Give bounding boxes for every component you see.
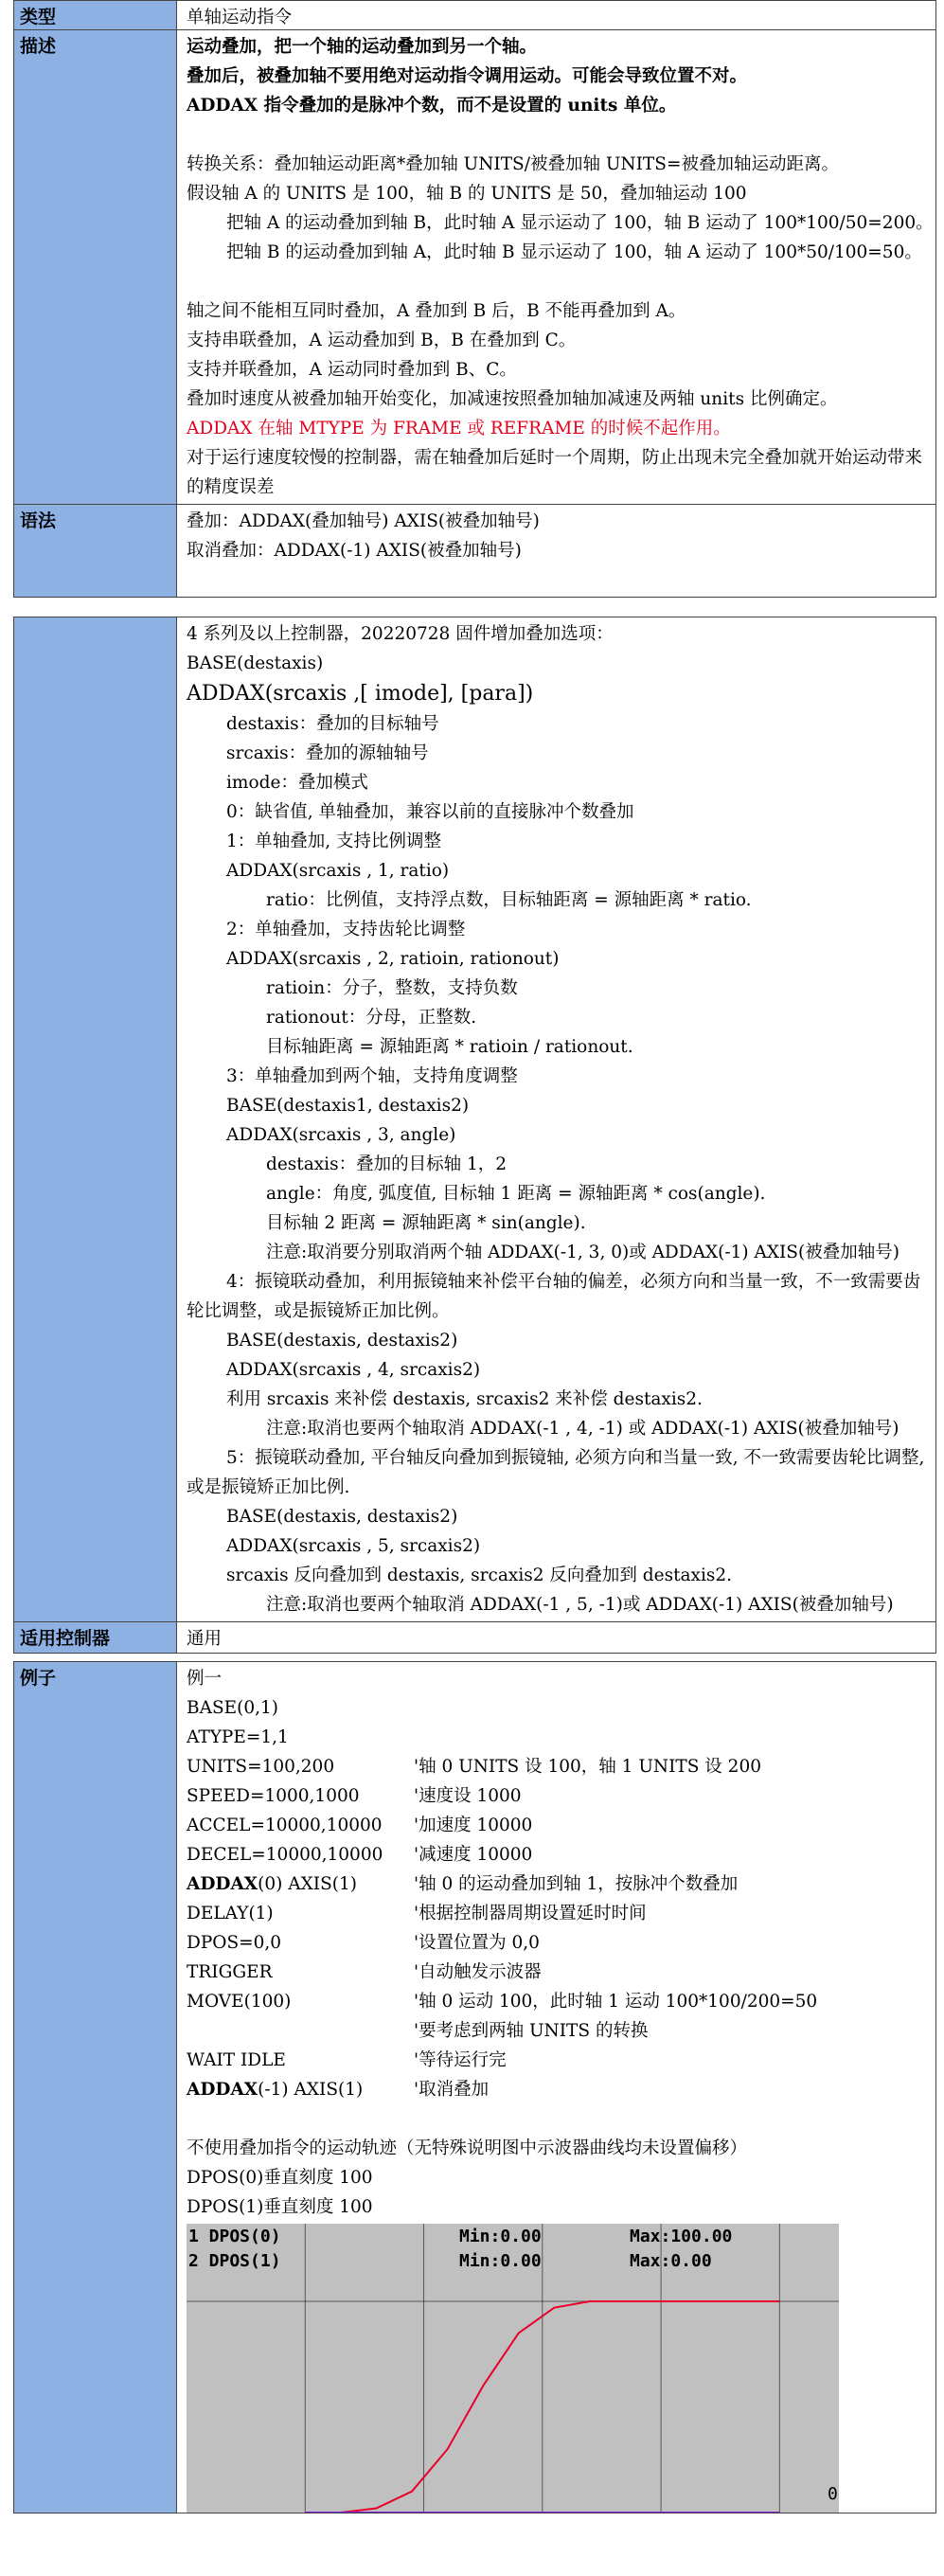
code-statement: DPOS=0,0 (187, 1933, 282, 1953)
text-line: 对于运行速度较慢的控制器，需在轴叠加后延时一个周期，防止出现未完全叠加就开始运动带来的精度误差 (187, 448, 923, 497)
text-line: BASE(destaxis) (187, 653, 324, 673)
code-comment: '取消叠加 (414, 2080, 490, 2100)
row-label: 例子 (14, 1662, 177, 2513)
row-label: 适用控制器 (14, 1622, 177, 1653)
code-line (187, 1987, 928, 2016)
scale-dpos1: DPOS(1)垂直刻度 100 (187, 2197, 373, 2217)
code-comment: '速度设 1000 (414, 1786, 522, 1806)
text-line: 利用 srcaxis 来补偿 destaxis, srcaxis2 来补偿 destaxis2. (226, 1389, 703, 1409)
text-line: 3：单轴叠加到两个轴，支持角度调整 (226, 1066, 518, 1086)
text-line: ADDAX(srcaxis , 2, ratioin, rationout) (226, 949, 560, 969)
text-line: 叠加时速度从被叠加轴开始变化，加减速按照叠加轴加减速及两轴 units 比例确定。 (187, 389, 838, 409)
code-comment: '自动触发示波器 (414, 1962, 542, 1982)
text-line: 注意:取消要分别取消两个轴 ADDAX(-1, 3, 0)或 ADDAX(-1) AXIS(被叠加轴号) (266, 1243, 899, 1262)
text-line: rationout：分母，正整数. (266, 1008, 477, 1028)
text-line: 假设轴 A 的 UNITS 是 100，轴 B 的 UNITS 是 50，叠加轴运动 100 (187, 184, 747, 204)
text-line: 目标轴距离 = 源轴距离 * ratioin / rationout. (266, 1037, 633, 1057)
text-line: imode：叠加模式 (226, 773, 368, 793)
example-content (177, 1662, 935, 2536)
row-value (177, 1, 935, 29)
row-syntax (13, 505, 936, 598)
text-line: ADDAX(srcaxis , 5, srcaxis2) (226, 1536, 481, 1556)
code-line (187, 2075, 928, 2104)
text-line: BASE(destaxis, destaxis2) (226, 1507, 458, 1527)
code-line (187, 1869, 928, 1899)
text-line: 4：振镜联动叠加，利用振镜轴来补偿平台轴的偏差，必须方向和当量一致，不一致需要齿轮比调整，或是振镜矫正加比例。 (187, 1272, 921, 1321)
text-line: ADDAX(srcaxis , 1, ratio) (226, 861, 450, 881)
text-line: ratioin：分子，整数，支持负数 (266, 978, 518, 998)
text-line: angle：角度, 弧度值, 目标轴 1 距离 = 源轴距离 * cos(angle). (266, 1184, 766, 1204)
legend-label-2: 2 DPOS(1) (188, 2251, 281, 2271)
right-axis-label: 0 (828, 2484, 838, 2504)
code-line (187, 1899, 928, 1928)
code-statement: DECEL=10000,10000 (187, 1845, 383, 1865)
document (13, 0, 936, 2536)
code-keyword: ADDAX (187, 2080, 258, 2100)
type-value: 单轴运动指令 (187, 8, 293, 27)
code-line (187, 1840, 928, 1869)
row-controller (13, 1622, 936, 1654)
code-statement: UNITS=100,200 (187, 1757, 335, 1777)
row-label: 描述 (14, 30, 177, 504)
text-line: 叠加后，被叠加轴不要用绝对运动指令调用运动。可能会导致位置不对。 (187, 66, 748, 86)
text-line: BASE(destaxis1, destaxis2) (226, 1096, 470, 1116)
spacer (187, 2104, 928, 2134)
code-statement: BASE(0,1) (187, 1698, 278, 1718)
text-line: ADDAX(srcaxis , 4, srcaxis2) (226, 1360, 481, 1380)
extension-content (177, 617, 935, 1621)
code-statement: MOVE(100) (187, 1992, 292, 2012)
code-line (187, 1752, 928, 1781)
code-comment: '减速度 10000 (414, 1845, 533, 1865)
code-line (187, 1811, 928, 1840)
row-example (13, 1661, 936, 2536)
text-line: 注意:取消也要两个轴取消 ADDAX(-1 , 5, -1)或 ADDAX(-1) AXIS(被叠加轴号) (266, 1595, 894, 1615)
text-line: srcaxis 反向叠加到 destaxis, srcaxis2 反向叠加到 destaxis2. (226, 1565, 733, 1585)
text-line: ADDAX(srcaxis , 3, angle) (226, 1125, 456, 1145)
legend-max-1: Max:100.00 (630, 2227, 733, 2246)
code-statement: WAIT IDLE (187, 2050, 286, 2070)
scale-dpos0: DPOS(0)垂直刻度 100 (187, 2168, 373, 2188)
code-statement: ACCEL=10000,10000 (187, 1816, 383, 1835)
text-line: 取消叠加：ADDAX(-1) AXIS(被叠加轴号) (187, 541, 522, 561)
code-comment: '轴 0 UNITS 设 100，轴 1 UNITS 设 200 (414, 1757, 761, 1777)
row-value (177, 1622, 935, 1653)
text-line: ADDAX 在轴 MTYPE 为 FRAME 或 REFRAME 的时候不起作用。 (187, 419, 731, 438)
code-line (187, 1693, 928, 1723)
text-line: destaxis：叠加的目标轴号 (226, 714, 439, 734)
text-line: 叠加：ADDAX(叠加轴号) AXIS(被叠加轴号) (187, 511, 540, 531)
text-line: 0：缺省值, 单轴叠加，兼容以前的直接脉冲个数叠加 (226, 802, 634, 822)
text-line: ADDAX(srcaxis ,[ imode], [para]) (187, 682, 534, 706)
table-gap (13, 598, 936, 617)
legend-min-2: Min:0.00 (459, 2251, 542, 2271)
oscilloscope-chart (187, 2224, 839, 2536)
row-type (13, 0, 936, 30)
legend-min-1: Min:0.00 (459, 2227, 542, 2246)
code-comment: '轴 0 的运动叠加到轴 1，按脉冲个数叠加 (414, 1874, 739, 1894)
text-line: 2：单轴叠加，支持齿轮比调整 (226, 920, 466, 939)
syntax-content (177, 505, 935, 597)
text-line: 1：单轴叠加, 支持比例调整 (226, 832, 442, 851)
controller-value: 通用 (187, 1629, 223, 1649)
spacer (187, 120, 928, 150)
text-line: 支持并联叠加，A 运动同时叠加到 B、C。 (187, 360, 517, 380)
spacer (187, 267, 928, 296)
code-statement: SPEED=1000,1000 (187, 1786, 360, 1806)
code-keyword: ADDAX (187, 1874, 258, 1894)
code-block (187, 1693, 928, 2104)
text-line: 把轴 B 的运动叠加到轴 A，此时轴 B 显示运动了 100，轴 A 运动了 100*50/100=50。 (226, 242, 922, 262)
code-comment: '轴 0 运动 100，此时轴 1 运动 100*100/200=50 (414, 1992, 818, 2012)
row-description (13, 30, 936, 505)
code-comment: '设置位置为 0,0 (414, 1933, 540, 1953)
code-statement: TRIGGER (187, 1962, 273, 1982)
text-line: 转换关系：叠加轴运动距离*叠加轴 UNITS/被叠加轴 UNITS=被叠加轴运动距离。 (187, 154, 839, 174)
code-line (187, 1928, 928, 1958)
text-line: 5：振镜联动叠加, 平台轴反向叠加到振镜轴, 必须方向和当量一致, 不一致需要齿轮比调整, 或是振镜矫正加比例. (187, 1448, 925, 1497)
code-statement: ATYPE=1,1 (187, 1727, 289, 1747)
code-comment: '要考虑到两轴 UNITS 的转换 (414, 2021, 649, 2041)
text-line: srcaxis：叠加的源轴轴号 (226, 743, 429, 763)
code-statement: ADDAX(-1) AXIS(1) (187, 2080, 364, 2100)
code-line (187, 1723, 928, 1752)
text-line: 运动叠加，把一个轴的运动叠加到另一个轴。 (187, 37, 538, 57)
code-statement: DELAY(1) (187, 1904, 274, 1923)
code-line (187, 2016, 928, 2046)
chart-svg: 100 200 300 4000 (187, 2224, 839, 2513)
text-line: ratio：比例值，支持浮点数，目标轴距离 = 源轴距离 * ratio. (266, 890, 752, 910)
text-line: 轴之间不能相互同时叠加，A 叠加到 B 后，B 不能再叠加到 A。 (187, 301, 686, 321)
text-line: 把轴 A 的运动叠加到轴 B，此时轴 A 显示运动了 100，轴 B 运动了 100*100/50=200。 (226, 213, 934, 233)
code-comment: '根据控制器周期设置延时时间 (414, 1904, 647, 1923)
text-line: 目标轴 2 距离 = 源轴距离 * sin(angle). (266, 1213, 586, 1233)
text-line: BASE(destaxis, destaxis2) (226, 1331, 458, 1351)
legend-max-2: Max:0.00 (630, 2251, 712, 2271)
row-label: 类型 (14, 1, 177, 29)
row-label (14, 617, 177, 1621)
text-line: 注意:取消也要两个轴取消 ADDAX(-1 , 4, -1) 或 ADDAX(-1) AXIS(被叠加轴号) (266, 1419, 899, 1439)
example-title: 例一 (187, 1669, 223, 1689)
text-line: 4 系列及以上控制器，20220728 固件增加叠加选项： (187, 624, 614, 644)
text-line: 支持串联叠加，A 运动叠加到 B，B 在叠加到 C。 (187, 331, 577, 350)
example-note: 不使用叠加指令的运动轨迹（无特殊说明图中示波器曲线均未设置偏移） (187, 2138, 748, 2158)
text-line: ADDAX 指令叠加的是脉冲个数，而不是设置的 units 单位。 (187, 96, 677, 116)
code-comment: '加速度 10000 (414, 1816, 533, 1835)
text-line: destaxis：叠加的目标轴 1，2 (266, 1154, 508, 1174)
row-extension (13, 617, 936, 1622)
table-gap (13, 1654, 936, 1661)
code-comment: '等待运行完 (414, 2050, 507, 2070)
legend-label-1: 1 DPOS(0) (188, 2227, 281, 2246)
code-line (187, 1781, 928, 1811)
row-label: 语法 (14, 505, 177, 597)
code-statement: ADDAX(0) AXIS(1) (187, 1874, 357, 1894)
description-content (177, 30, 935, 504)
code-line (187, 1958, 928, 1987)
code-line (187, 2046, 928, 2075)
